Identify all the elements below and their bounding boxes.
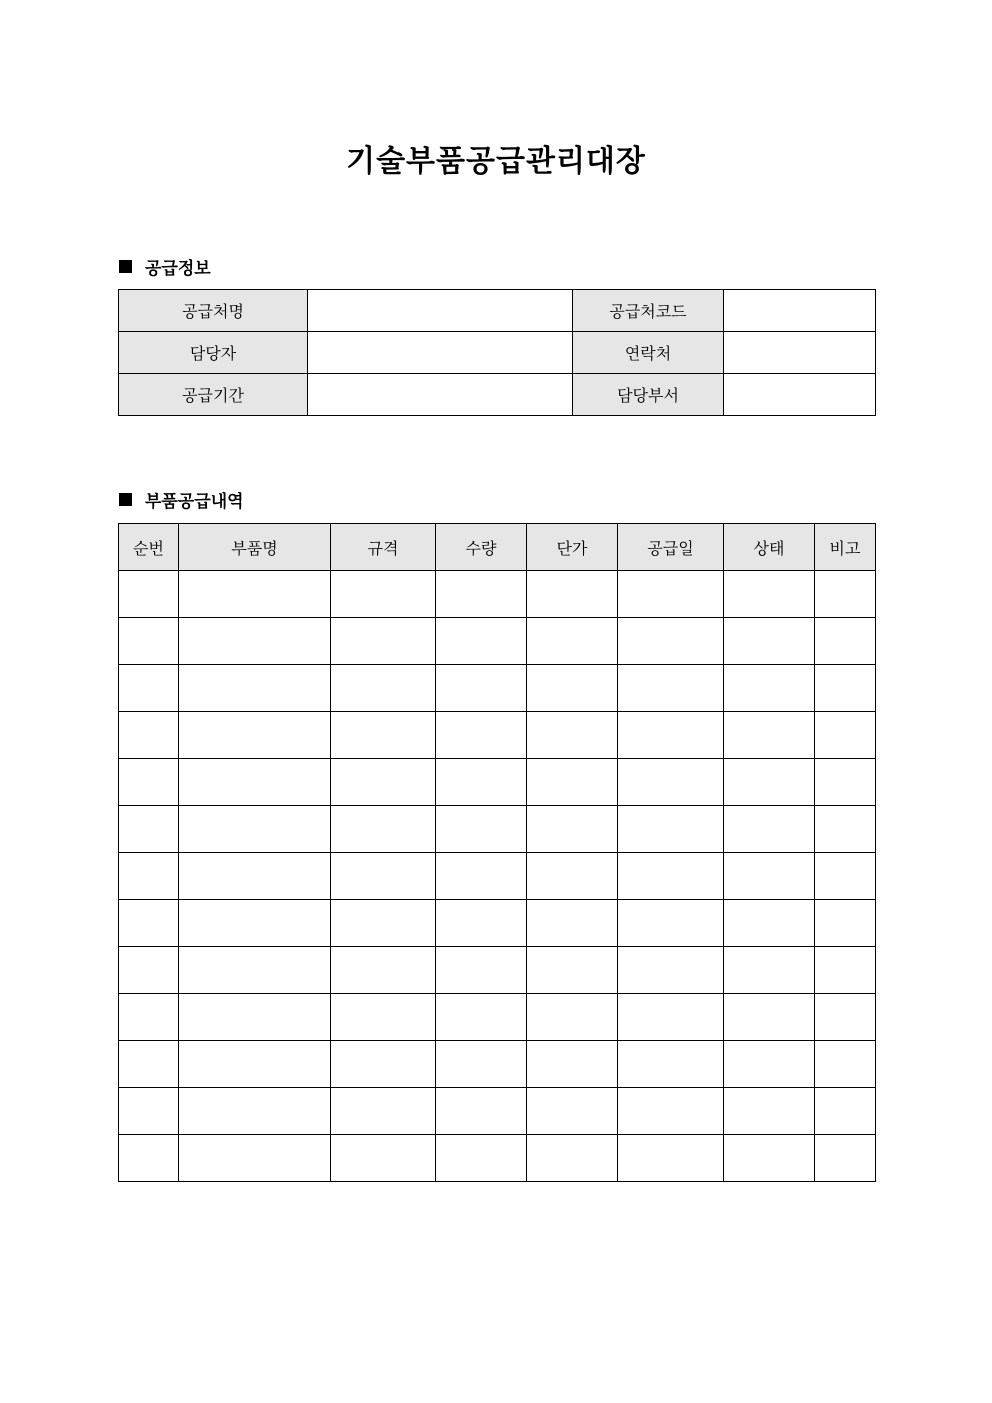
table-cell[interactable]: [179, 712, 331, 759]
table-cell[interactable]: [436, 1135, 527, 1182]
table-row: [119, 712, 876, 759]
table-cell[interactable]: [179, 853, 331, 900]
table-cell[interactable]: [119, 712, 179, 759]
table-cell[interactable]: [119, 618, 179, 665]
table-cell[interactable]: [815, 1041, 876, 1088]
table-cell[interactable]: [618, 1041, 724, 1088]
table-cell[interactable]: [331, 571, 436, 618]
table-cell[interactable]: [527, 900, 618, 947]
table-cell[interactable]: [724, 994, 815, 1041]
table-cell[interactable]: [436, 994, 527, 1041]
table-cell[interactable]: [724, 947, 815, 994]
square-bullet-icon: [119, 493, 132, 506]
field-label: 공급처코드: [573, 290, 724, 332]
column-header-spec: 규격: [331, 524, 436, 571]
table-row: [119, 759, 876, 806]
table-cell[interactable]: [527, 571, 618, 618]
table-cell[interactable]: [724, 1135, 815, 1182]
table-cell[interactable]: [436, 900, 527, 947]
parts-supply-table: [118, 523, 876, 1182]
table-row: [119, 806, 876, 853]
table-cell[interactable]: [618, 853, 724, 900]
table-header-row: [119, 524, 876, 571]
table-cell[interactable]: [331, 759, 436, 806]
table-row: [119, 853, 876, 900]
table-cell[interactable]: [436, 665, 527, 712]
table-cell[interactable]: [436, 1041, 527, 1088]
table-cell[interactable]: [179, 1088, 331, 1135]
table-cell[interactable]: [436, 571, 527, 618]
table-cell[interactable]: [436, 1088, 527, 1135]
contact-field[interactable]: [724, 332, 876, 374]
table-cell[interactable]: [724, 1041, 815, 1088]
table-cell[interactable]: [179, 900, 331, 947]
table-cell[interactable]: [527, 947, 618, 994]
table-cell[interactable]: [527, 806, 618, 853]
table-row: [119, 571, 876, 618]
column-header-part-name: 부품명: [179, 524, 331, 571]
table-cell[interactable]: [331, 994, 436, 1041]
table-cell[interactable]: [436, 853, 527, 900]
table-cell[interactable]: [815, 947, 876, 994]
table-cell[interactable]: [724, 571, 815, 618]
table-cell[interactable]: [815, 853, 876, 900]
table-cell[interactable]: [179, 571, 331, 618]
table-cell[interactable]: [618, 947, 724, 994]
table-cell[interactable]: [179, 947, 331, 994]
table-cell[interactable]: [436, 759, 527, 806]
table-cell[interactable]: [331, 853, 436, 900]
section-heading-label: 부품공급내역: [145, 492, 244, 512]
column-header-status: 상태: [724, 524, 815, 571]
table-cell[interactable]: [331, 900, 436, 947]
manager-field[interactable]: [308, 332, 573, 374]
table-cell[interactable]: [815, 759, 876, 806]
table-cell[interactable]: [724, 853, 815, 900]
table-cell[interactable]: [119, 994, 179, 1041]
table-cell[interactable]: [179, 1041, 331, 1088]
table-cell[interactable]: [527, 1135, 618, 1182]
table-cell[interactable]: [179, 994, 331, 1041]
table-cell[interactable]: [724, 1088, 815, 1135]
field-label: 담당자: [119, 332, 308, 374]
table-cell[interactable]: [618, 806, 724, 853]
table-cell[interactable]: [724, 665, 815, 712]
table-cell[interactable]: [119, 853, 179, 900]
table-cell[interactable]: [815, 618, 876, 665]
table-row: [119, 290, 876, 332]
parts-table-body: [119, 571, 876, 1182]
table-cell[interactable]: [179, 806, 331, 853]
table-cell[interactable]: [119, 947, 179, 994]
table-cell[interactable]: [618, 665, 724, 712]
table-cell[interactable]: [618, 759, 724, 806]
table-cell[interactable]: [724, 900, 815, 947]
square-bullet-icon: [119, 260, 132, 273]
section-heading-supply-info: [119, 254, 211, 279]
table-cell[interactable]: [436, 806, 527, 853]
document-title: 기술부품공급관리대장: [346, 144, 646, 179]
field-label: 담당부서: [573, 374, 724, 416]
table-cell[interactable]: [119, 806, 179, 853]
department-field[interactable]: [724, 374, 876, 416]
supply-period-field[interactable]: [308, 374, 573, 416]
table-row: [119, 1135, 876, 1182]
table-cell[interactable]: [815, 1088, 876, 1135]
supply-info-table: [118, 289, 876, 416]
table-cell[interactable]: [527, 853, 618, 900]
table-cell[interactable]: [331, 806, 436, 853]
table-cell[interactable]: [119, 1041, 179, 1088]
table-cell[interactable]: [436, 947, 527, 994]
table-cell[interactable]: [527, 618, 618, 665]
table-cell[interactable]: [179, 759, 331, 806]
column-header-remarks: 비고: [815, 524, 876, 571]
table-cell[interactable]: [618, 900, 724, 947]
field-label: 공급기간: [119, 374, 308, 416]
table-cell[interactable]: [331, 947, 436, 994]
table-cell[interactable]: [724, 759, 815, 806]
table-cell[interactable]: [331, 712, 436, 759]
table-cell[interactable]: [436, 618, 527, 665]
table-cell[interactable]: [179, 618, 331, 665]
table-cell[interactable]: [815, 665, 876, 712]
table-cell[interactable]: [618, 1088, 724, 1135]
table-cell[interactable]: [119, 1135, 179, 1182]
column-header-supply-date: 공급일: [618, 524, 724, 571]
table-cell[interactable]: [119, 1088, 179, 1135]
table-cell[interactable]: [618, 1135, 724, 1182]
table-cell[interactable]: [527, 994, 618, 1041]
table-row: [119, 947, 876, 994]
table-row: [119, 1088, 876, 1135]
table-cell[interactable]: [815, 712, 876, 759]
table-row: [119, 900, 876, 947]
table-row: [119, 618, 876, 665]
table-cell[interactable]: [436, 712, 527, 759]
table-cell[interactable]: [331, 665, 436, 712]
table-cell[interactable]: [527, 1041, 618, 1088]
table-row: [119, 994, 876, 1041]
supplier-code-field[interactable]: [724, 290, 876, 332]
field-label: 공급처명: [119, 290, 308, 332]
table-row: [119, 1041, 876, 1088]
section-heading-parts-supply: [119, 487, 244, 512]
table-row: [119, 374, 876, 416]
table-cell[interactable]: [527, 759, 618, 806]
table-cell[interactable]: [815, 994, 876, 1041]
table-cell[interactable]: [815, 571, 876, 618]
table-cell[interactable]: [815, 806, 876, 853]
table-cell[interactable]: [618, 712, 724, 759]
table-cell[interactable]: [618, 571, 724, 618]
table-cell[interactable]: [331, 1041, 436, 1088]
table-cell[interactable]: [724, 712, 815, 759]
table-cell[interactable]: [331, 1135, 436, 1182]
table-row: [119, 665, 876, 712]
section-heading-label: 공급정보: [145, 259, 211, 279]
table-cell[interactable]: [527, 1088, 618, 1135]
table-cell[interactable]: [724, 618, 815, 665]
supplier-name-field[interactable]: [308, 290, 573, 332]
column-header-quantity: 수량: [436, 524, 527, 571]
table-cell[interactable]: [119, 665, 179, 712]
column-header-seq: 순번: [119, 524, 179, 571]
table-cell[interactable]: [618, 994, 724, 1041]
table-cell[interactable]: [815, 900, 876, 947]
table-cell[interactable]: [815, 1135, 876, 1182]
table-cell[interactable]: [179, 665, 331, 712]
column-header-unit-price: 단가: [527, 524, 618, 571]
table-cell[interactable]: [179, 1135, 331, 1182]
table-cell[interactable]: [119, 571, 179, 618]
table-cell[interactable]: [724, 806, 815, 853]
table-cell[interactable]: [527, 665, 618, 712]
table-cell[interactable]: [331, 1088, 436, 1135]
table-cell[interactable]: [119, 759, 179, 806]
table-cell[interactable]: [119, 900, 179, 947]
field-label: 연락처: [573, 332, 724, 374]
table-cell[interactable]: [331, 618, 436, 665]
table-row: [119, 332, 876, 374]
table-cell[interactable]: [527, 712, 618, 759]
table-cell[interactable]: [618, 618, 724, 665]
